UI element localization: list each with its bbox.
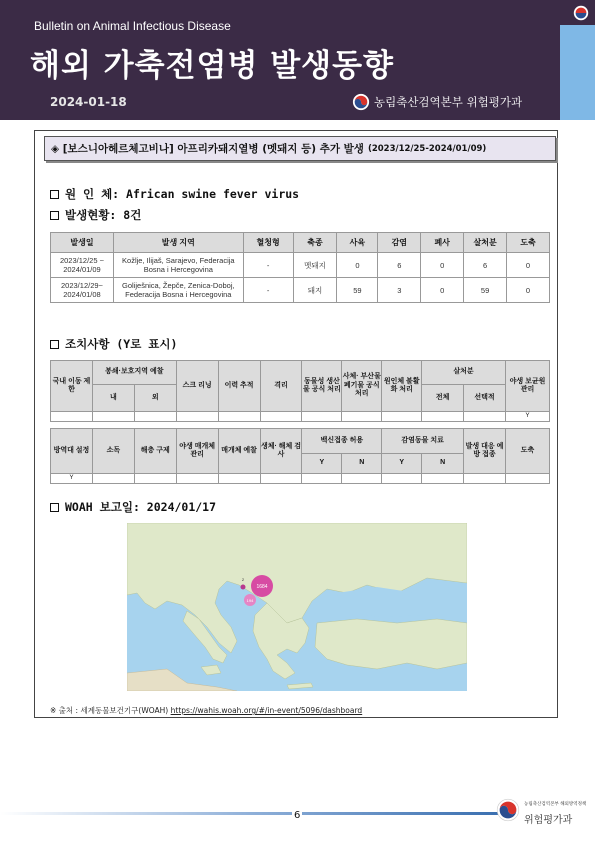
page-number: 6 <box>294 810 301 821</box>
measure-value <box>260 474 302 484</box>
measure-subheader: 외 <box>134 385 176 412</box>
measure-value <box>302 412 342 422</box>
measure-value: Y <box>51 474 93 484</box>
measure-header: 동물성 생산물 공식 처리 <box>302 361 342 412</box>
measure-value <box>464 412 506 422</box>
map-cluster-small[interactable] <box>241 585 246 590</box>
measure-header: 야생 보균원 관리 <box>505 361 549 412</box>
table-cell: Kožlje, Ilijaš, Sarajevo, Federacija Bosna i Hercegovina <box>113 253 243 278</box>
footer-bar <box>0 812 500 815</box>
source-link[interactable]: https://wahis.woah.org/#/in-event/5096/dashboard <box>170 706 363 715</box>
header-cell: 축종 <box>293 233 337 253</box>
header-cell: 발생 지역 <box>113 233 243 253</box>
woah-text: WOAH 보고일: 2024/01/17 <box>65 500 217 514</box>
measure-header: 발생 대응 예방 접종 <box>464 429 506 474</box>
table-cell: 0 <box>507 278 550 303</box>
footer-agency-small: 농림축산검역본부 해외방역정책 <box>524 802 587 807</box>
map-cluster-mid-label: 194 <box>246 598 254 603</box>
measure-value <box>382 412 422 422</box>
checkbox-icon <box>50 211 59 220</box>
measure-value <box>342 474 382 484</box>
table-header-row <box>51 233 550 253</box>
table-cell: 59 <box>337 278 378 303</box>
header-cell: 혈청형 <box>243 233 293 253</box>
table-cell: 0 <box>421 253 464 278</box>
table-cell: 6 <box>464 253 507 278</box>
measure-header: 매개체 예찰 <box>218 429 260 474</box>
measure-header: 사체· 부산물 폐기물 공식 처리 <box>342 361 382 412</box>
measure-value <box>176 474 218 484</box>
measures-table-1 <box>50 360 550 422</box>
measure-header-group: 백신접종 허용 <box>302 429 382 454</box>
measure-value <box>134 412 176 422</box>
table-cell: Goliješnica, Žepče, Zenica-Doboj, Federacija Bosna i Hercegovina <box>113 278 243 303</box>
measure-header: 생체· 해체 검사 <box>260 429 302 474</box>
table-cell: 0 <box>337 253 378 278</box>
measure-subheader: 선택적 <box>464 385 506 412</box>
measure-subheader: 전체 <box>422 385 464 412</box>
agency-logo-icon <box>352 93 370 111</box>
measure-header: 야생 매개체 관리 <box>176 429 218 474</box>
table-cell: 3 <box>378 278 421 303</box>
measure-value <box>218 474 260 484</box>
header-cell: 발생일 <box>51 233 114 253</box>
table-row <box>51 278 550 303</box>
measure-value <box>218 412 260 422</box>
measure-header: 이력 추적 <box>218 361 260 412</box>
table-cell: 돼지 <box>293 278 337 303</box>
agency-label <box>352 93 522 111</box>
measure-value <box>134 474 176 484</box>
outbreak-map <box>127 523 467 691</box>
table-cell: 0 <box>507 253 550 278</box>
measure-value <box>505 474 549 484</box>
header-cell: 사육 <box>337 233 378 253</box>
count-line <box>50 207 141 223</box>
measure-header: 격리 <box>260 361 302 412</box>
diamond-icon: ◈ <box>51 142 63 155</box>
measure-header: 스크 리닝 <box>176 361 218 412</box>
table-cell: 0 <box>421 278 464 303</box>
measure-header-group: 봉쇄·보호지역 예찰 <box>92 361 176 385</box>
measure-header: 해충 구제 <box>134 429 176 474</box>
checkbox-icon <box>50 503 59 512</box>
header-cell: 폐사 <box>421 233 464 253</box>
headline-period: (2023/12/25-2024/01/09) <box>367 143 487 154</box>
measure-value <box>422 474 464 484</box>
measure-value <box>51 412 93 422</box>
table-row <box>51 253 550 278</box>
table-cell: - <box>243 253 293 278</box>
measure-value <box>260 412 302 422</box>
source-note <box>50 705 362 716</box>
header-cell: 감염 <box>378 233 421 253</box>
measure-subheader: 내 <box>92 385 134 412</box>
report-date: 2024-01-18 <box>50 95 127 109</box>
measure-value <box>176 412 218 422</box>
header-cell: 살처분 <box>464 233 507 253</box>
table-cell: 2023/12/25 ~ 2024/01/09 <box>51 253 114 278</box>
page-title: 해외 가축전염병 발생동향 <box>30 48 394 84</box>
measures-table-2 <box>50 428 550 484</box>
measure-subheader: N <box>342 454 382 474</box>
measure-values-row <box>51 474 550 484</box>
footer-logo-icon <box>496 798 520 822</box>
bulletin-label: Bulletin on Animal Infectious Disease <box>34 19 231 33</box>
table-cell: 2023/12/29~ 2024/01/08 <box>51 278 114 303</box>
table-cell: 6 <box>378 253 421 278</box>
table-cell: 59 <box>464 278 507 303</box>
checkbox-icon <box>50 190 59 199</box>
measure-value: Y <box>505 412 549 422</box>
measure-value <box>302 474 342 484</box>
map-cluster-major-label: 1684 <box>256 584 268 590</box>
measure-values-row <box>51 412 550 422</box>
agency-name: 농림축산검역본부 위험평가과 <box>374 95 523 109</box>
outbreak-table <box>50 232 550 303</box>
measures-line <box>50 336 177 352</box>
checkbox-icon <box>50 340 59 349</box>
count-text: 발생현황: 8건 <box>65 208 142 222</box>
source-prefix: ※ 출처 : 세계동물보건기구(WOAH) <box>50 706 169 715</box>
measure-value <box>92 412 134 422</box>
measure-header: 소독 <box>92 429 134 474</box>
woah-line <box>50 499 216 515</box>
measure-header: 원인체 불활화 처리 <box>382 361 422 412</box>
corner-logo-icon <box>572 4 590 22</box>
measure-header-group: 감염동물 치료 <box>382 429 464 454</box>
measure-header: 국내 이동 제한 <box>51 361 93 412</box>
headline-box <box>44 136 556 161</box>
measure-value <box>382 474 422 484</box>
table-cell: 멧돼지 <box>293 253 337 278</box>
map-cluster-small-label: 2 <box>241 577 245 582</box>
measure-value <box>422 412 464 422</box>
measure-header: 방역대 설정 <box>51 429 93 474</box>
table-cell: - <box>243 278 293 303</box>
cause-line <box>50 186 299 202</box>
measure-header: 도축 <box>505 429 549 474</box>
measure-subheader: Y <box>382 454 422 474</box>
cause-text: 원 인 체: African swine fever virus <box>65 187 300 201</box>
measure-value <box>342 412 382 422</box>
measure-value <box>92 474 134 484</box>
measure-subheader: Y <box>302 454 342 474</box>
footer-agency: 위험평가과 <box>524 815 573 826</box>
headline-text: [보스니아헤르체고비나] 아프리카돼지열병 (멧돼지 등) 추가 발생 <box>62 143 364 155</box>
measures-text: 조치사항 (Y로 표시) <box>65 337 178 351</box>
measure-subheader: N <box>422 454 464 474</box>
header-cell: 도축 <box>507 233 550 253</box>
measure-value <box>464 474 506 484</box>
measure-header-group: 살처분 <box>422 361 506 385</box>
map-land-turkey <box>315 619 467 669</box>
